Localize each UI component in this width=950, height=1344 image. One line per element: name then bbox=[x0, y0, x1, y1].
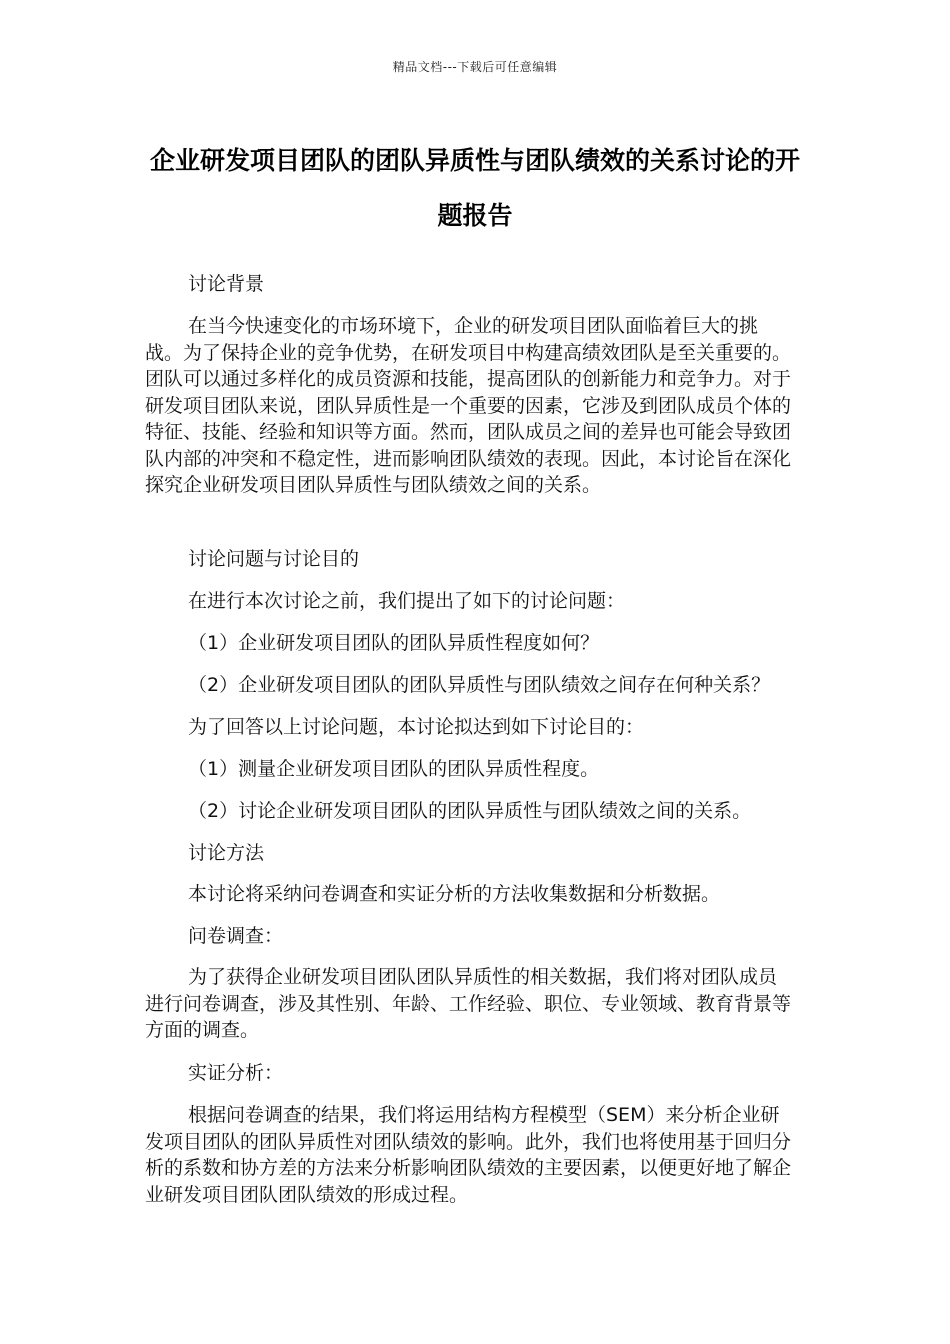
paragraph-goals-intro: 为了回答以上讨论问题，本讨论拟达到如下讨论目的： bbox=[188, 716, 645, 738]
goal-item-1: （1）测量企业研发项目团队的团队异质性程度。 bbox=[188, 758, 600, 780]
document-title: 企业研发项目团队的团队异质性与团队绩效的关系讨论的开题报告 bbox=[149, 146, 800, 230]
question-item-1: （1）企业研发项目团队的团队异质性程度如何？ bbox=[188, 632, 600, 654]
section-heading-questions: 讨论问题与讨论目的 bbox=[188, 548, 360, 570]
goal-item-2: （2）讨论企业研发项目团队的团队异质性与团队绩效之间的关系。 bbox=[188, 800, 752, 822]
section-heading-background: 讨论背景 bbox=[188, 273, 265, 295]
question-item-2: （2）企业研发项目团队的团队异质性与团队绩效之间存在何种关系？ bbox=[188, 674, 771, 696]
paragraph-background: 在当今快速变化的市场环境下，企业的研发项目团队面临着巨大的挑战。为了保持企业的竞争优势，在研发项目中构建高绩效团队是至关重要的。团队可以通过多样化的成员资源和技能，提高团队的创新能力和竞争力。对于研发项目团队来说，团队异质性是一个重要的因素，它涉及到团队成员个体的特征、技能、经验和知识等方面。然而，团队成员之间的差异也可能会导致团队内部的冲突和不稳定性，进而影响团队绩效的表现。因此，本讨论旨在深化探究企业研发项目团队异质性与团队绩效之间的关系。 bbox=[145, 315, 792, 496]
paragraph-questions-intro: 在进行本次讨论之前，我们提出了如下的讨论问题： bbox=[188, 590, 626, 612]
paragraph-survey: 为了获得企业研发项目团队团队异质性的相关数据，我们将对团队成员进行问卷调查，涉及其性别、年龄、工作经验、职位、专业领域、教育背景等方面的调查。 bbox=[145, 966, 792, 1041]
paragraph-empirical-analysis: 根据问卷调查的结果，我们将运用结构方程模型（SEM）来分析企业研发项目团队的团队异质性对团队绩效的影响。此外，我们也将使用基于回归分析的系数和协方差的方法来分析影响团队绩效的主要因素，以便更好地了解企业研发项目团队团队绩效的形成过程。 bbox=[145, 1104, 792, 1206]
header-note: 精品文档---下载后可任意编辑 bbox=[392, 60, 558, 74]
subheading-survey: 问卷调查： bbox=[188, 925, 284, 947]
paragraph-methods-intro: 本讨论将采纳问卷调查和实证分析的方法收集数据和分析数据。 bbox=[188, 883, 721, 905]
section-heading-methods: 讨论方法 bbox=[188, 842, 265, 864]
subheading-empirical-analysis: 实证分析： bbox=[188, 1062, 284, 1084]
